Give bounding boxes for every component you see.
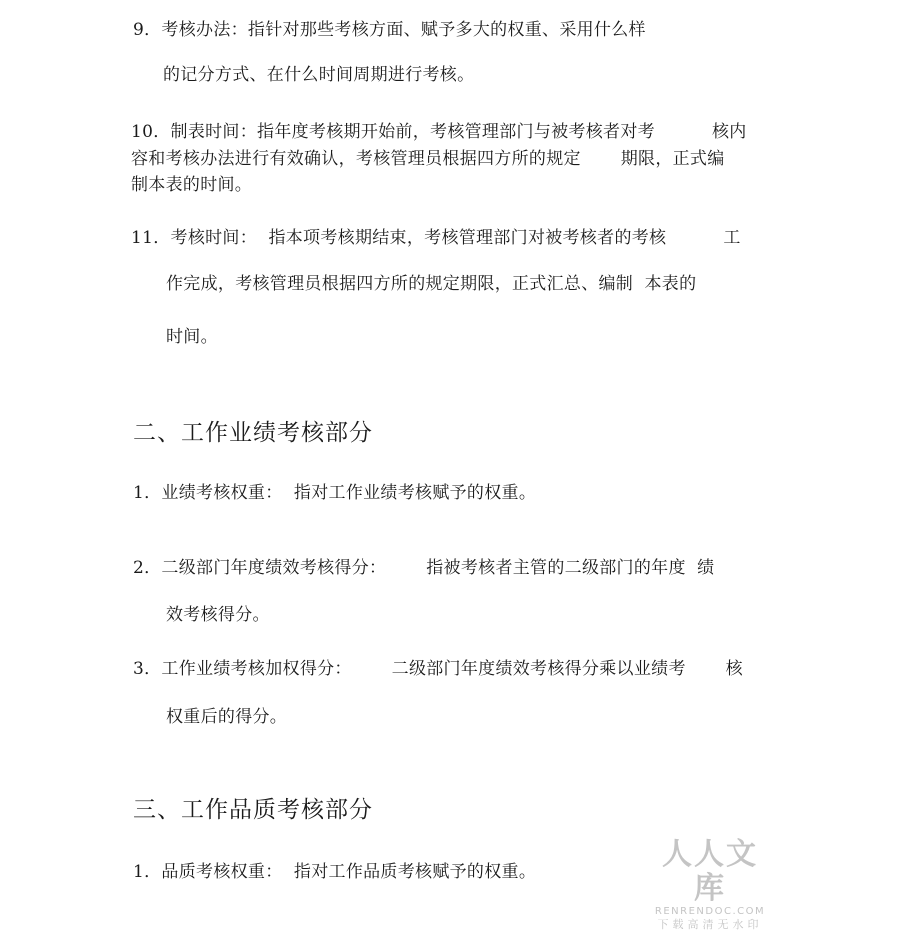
text-line: 制本表的时间。 — [131, 175, 253, 195]
watermark-subtitle: 下载高清无水印 — [657, 918, 763, 931]
text-line: 作完成，考核管理员根据四方所的规定期限，正式汇总、编制 本表的 — [166, 274, 697, 294]
text-line: 容和考核办法进行有效确认，考核管理员根据四方所的规定 期限，正式编 — [131, 149, 725, 169]
text-line: 权重后的得分。 — [166, 707, 288, 727]
text-line: 1．品质考核权重： 指对工作品质考核赋予的权重。 — [133, 862, 537, 882]
text-line: 时间。 — [166, 327, 218, 347]
text-line: 效考核得分。 — [166, 605, 270, 625]
watermark-title: 人人文库 — [662, 837, 758, 906]
text-line: 2．二级部门年度绩效考核得分： 指被考核者主管的二级部门的年度 绩 — [133, 558, 715, 578]
text-line: 11．考核时间： 指本项考核期结束，考核管理部门对被考核者的考核 工 — [131, 228, 741, 248]
section-heading: 二、工作业绩考核部分 — [133, 420, 373, 446]
text-line: 9．考核办法：指针对那些考核方面、赋予多大的权重、采用什么样 — [133, 20, 646, 40]
text-line: 3．工作业绩考核加权得分： 二级部门年度绩效考核得分乘以业绩考 核 — [133, 659, 743, 679]
text-line: 1．业绩考核权重： 指对工作业绩考核赋予的权重。 — [133, 483, 537, 503]
section-heading: 三、工作品质考核部分 — [133, 797, 373, 823]
text-line: 的记分方式、在什么时间周期进行考核。 — [163, 65, 475, 85]
watermark-url: RENRENDOC.COM — [654, 906, 766, 917]
watermark-logo — [648, 838, 772, 932]
text-line: 10．制表时间：指年度考核期开始前，考核管理部门与被考核者对考 核内 — [131, 122, 747, 142]
